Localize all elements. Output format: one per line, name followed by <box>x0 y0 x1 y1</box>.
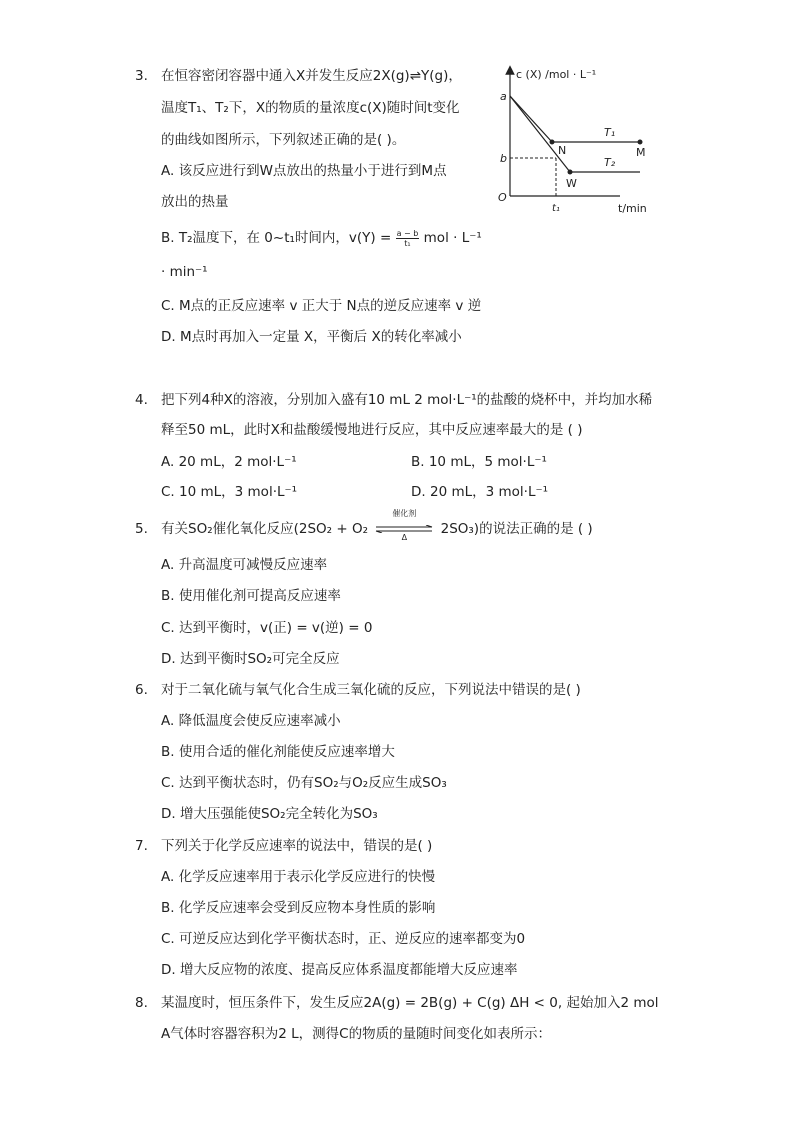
point-m <box>638 140 643 145</box>
w-label: W <box>566 177 577 190</box>
fraction <box>396 229 420 248</box>
reversible-arrow-with-catalyst <box>374 509 434 542</box>
option-d: D. 增大压强能使SO₂完全转化为SO₃ <box>161 806 378 822</box>
catalyst-label: 催化剂 <box>392 509 417 518</box>
question-stem <box>161 509 593 544</box>
option-a: A. 升高温度可减慢反应速率 <box>161 557 328 573</box>
option-a: A. 降低温度会使反应速率减小 <box>161 713 341 729</box>
option-c: C. 可逆反应达到化学平衡状态时，正、逆反应的速率都变为0 <box>161 931 526 947</box>
y-axis-label: c (X) /mol · L⁻¹ <box>516 68 597 81</box>
question-stem: 温度T₁、T₂下，X的物质的量浓度c(X)随时间t变化 <box>161 100 460 116</box>
question-stem: 在恒容密闭容器中通入X并发生反应2X(g)⇌Y(g)， <box>161 68 462 84</box>
fraction-numerator: a − b <box>396 228 419 238</box>
question-number: 7. <box>135 838 148 854</box>
option-a: A. 化学反应速率用于表示化学反应进行的快慢 <box>161 869 436 885</box>
heat-label: Δ <box>401 533 408 542</box>
curve-t2 <box>510 96 570 172</box>
origin-label: O <box>498 191 507 204</box>
stem-suffix: 2SO₃)的说法正确的是 ( ) <box>440 521 593 537</box>
equilibrium-arrow-icon <box>374 525 434 533</box>
option-c: C. 10 mL，3 mol·L⁻¹ <box>161 484 298 500</box>
option-b: B. 使用合适的催化剂能使反应速率增大 <box>161 744 395 760</box>
option-b <box>161 228 482 248</box>
t1-label: t₁ <box>552 203 560 214</box>
question-number: 8. <box>135 995 148 1011</box>
question-number: 3. <box>135 68 148 84</box>
option-b-suffix: mol · L⁻¹ <box>423 230 482 246</box>
question-number: 5. <box>135 521 148 537</box>
option-d: D. M点时再加入一定量 X，平衡后 X的转化率减小 <box>161 329 462 345</box>
a-label: a <box>500 90 507 103</box>
option-c: C. M点的正反应速率 v 正大于 N点的逆反应速率 v 逆 <box>161 298 482 314</box>
option-b: · min⁻¹ <box>161 264 208 280</box>
option-b: B. 使用催化剂可提高反应速率 <box>161 588 341 604</box>
option-b: B. 化学反应速率会受到反应物本身性质的影响 <box>161 900 436 916</box>
point-n <box>550 140 555 145</box>
t2-curve-label: T₂ <box>604 156 616 169</box>
option-c: C. 达到平衡时，v(正) = v(逆) = 0 <box>161 620 373 636</box>
t1-curve-label: T₁ <box>604 126 616 139</box>
option-b: B. 10 mL，5 mol·L⁻¹ <box>411 454 547 470</box>
option-c: C. 达到平衡状态时，仍有SO₂与O₂反应生成SO₃ <box>161 775 447 791</box>
option-b-prefix: B. T₂温度下，在 0~t₁时间内，v(Y) = <box>161 230 392 246</box>
option-d: D. 20 mL，3 mol·L⁻¹ <box>411 484 549 500</box>
option-a: A. 20 mL，2 mol·L⁻¹ <box>161 454 297 470</box>
concentration-time-graph <box>490 60 660 220</box>
point-w <box>568 170 573 175</box>
m-label: M <box>636 146 646 159</box>
question-stem: 某温度时，恒压条件下，发生反应2A(g) = 2B(g) + C(g) ΔH < 0, 起始加入2 mol <box>161 995 659 1011</box>
stem-prefix: 有关SO₂催化氧化反应(2SO₂ + O₂ <box>161 521 369 537</box>
n-label: N <box>558 144 567 157</box>
question-stem: 下列关于化学反应速率的说法中，错误的是( ) <box>161 838 433 854</box>
question-number: 4. <box>135 392 148 408</box>
question-number: 6. <box>135 682 148 698</box>
question-stem: 对于二氧化硫与氧气化合生成三氧化硫的反应，下列说法中错误的是( ) <box>161 682 581 698</box>
question-stem: 的曲线如图所示，下列叙述正确的是( )。 <box>161 132 406 148</box>
option-d: D. 增大反应物的浓度、提高反应体系温度都能增大反应速率 <box>161 962 518 978</box>
fraction-denominator: t₁ <box>404 238 411 248</box>
curve-t1 <box>510 96 552 142</box>
question-stem: 释至50 mL，此时X和盐酸缓慢地进行反应，其中反应速率最大的是 ( ) <box>161 422 583 438</box>
option-a: 放出的热量 <box>161 194 229 210</box>
question-stem: 把下列4种X的溶液，分别加入盛有10 mL 2 mol·L⁻¹的盐酸的烧杯中，并均加水稀 <box>161 392 653 408</box>
b-label: b <box>500 152 507 165</box>
question-stem: A气体时容器容积为2 L，测得C的物质的量随时间变化如表所示： <box>161 1026 552 1042</box>
option-d: D. 达到平衡时SO₂可完全反应 <box>161 651 340 667</box>
x-axis-label: t/min <box>618 202 647 215</box>
option-a: A. 该反应进行到W点放出的热量小于进行到M点 <box>161 163 447 179</box>
